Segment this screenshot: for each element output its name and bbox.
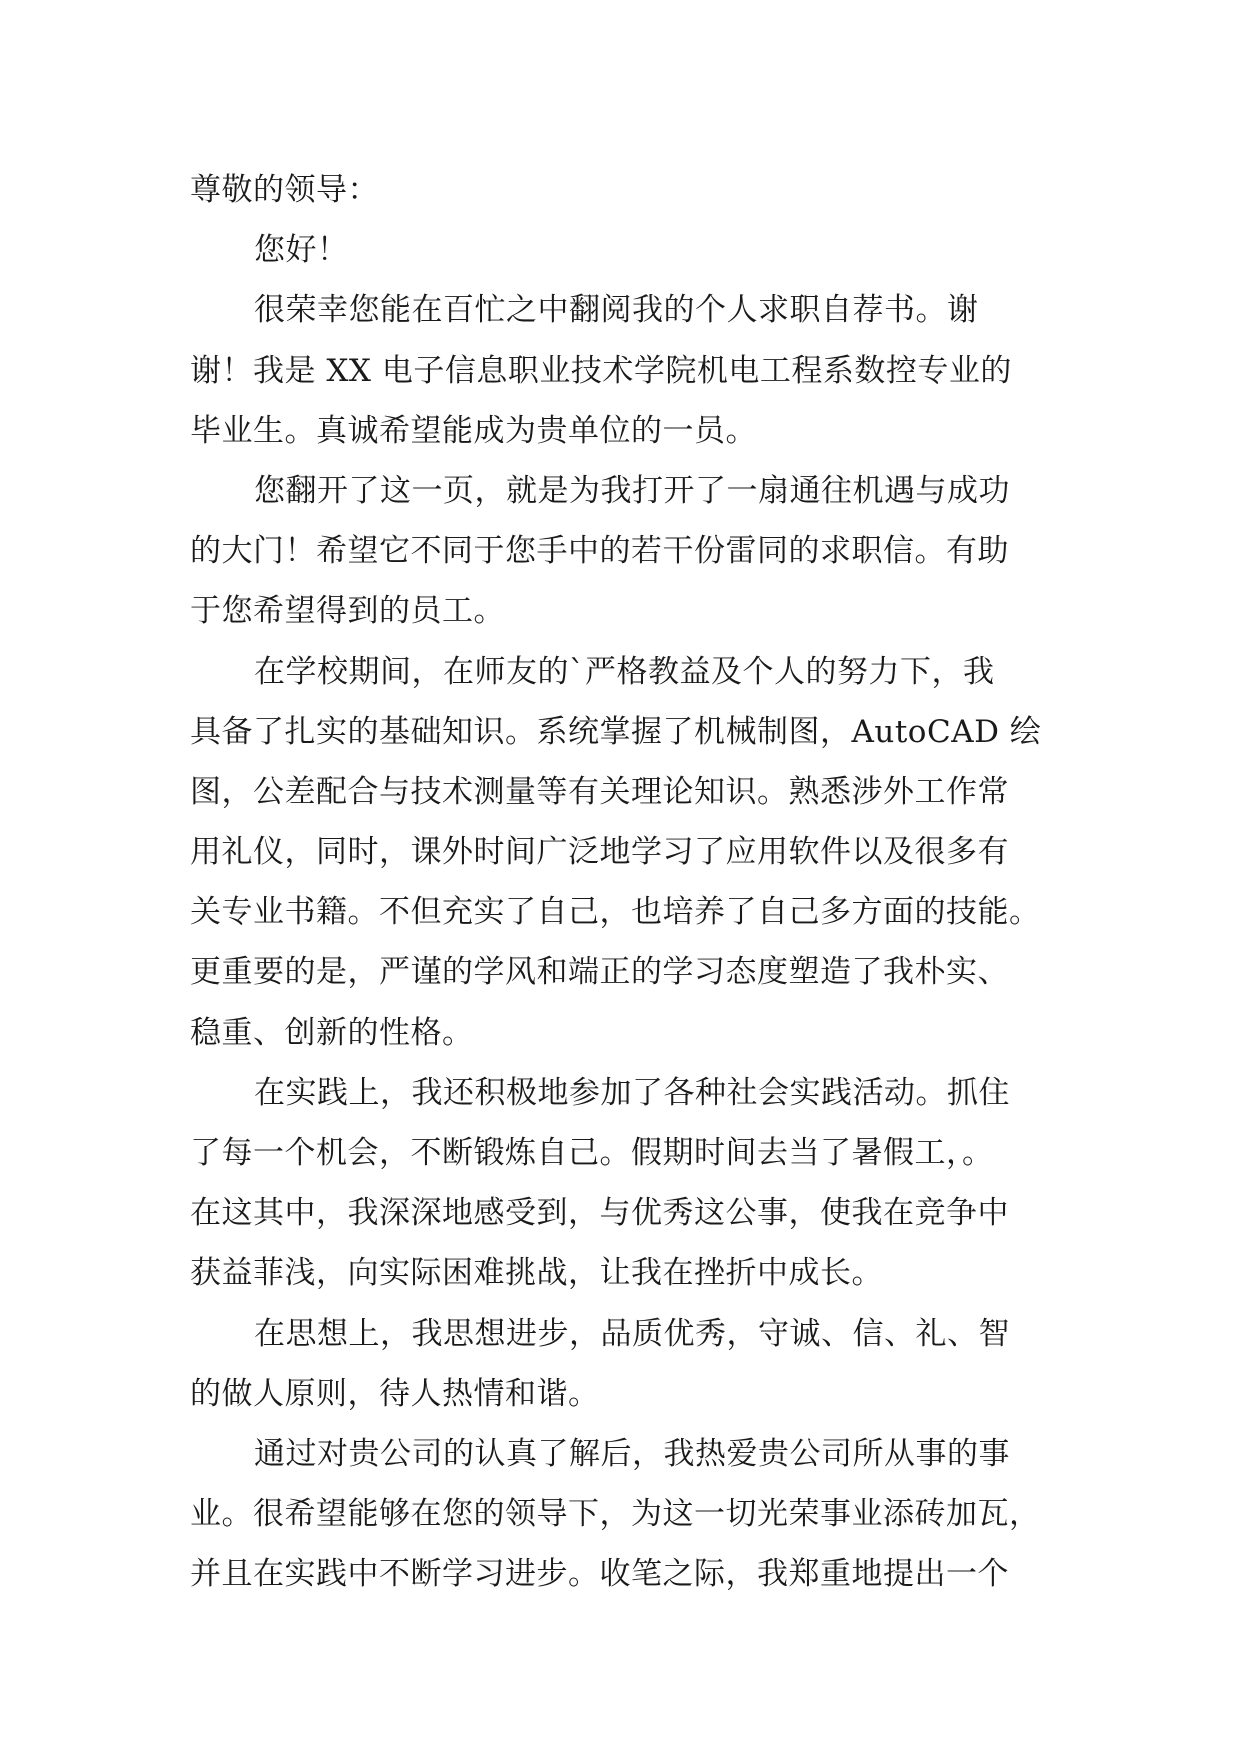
text-line: 在这其中，我深深地感受到，与优秀这公事，使我在竞争中 — [190, 1195, 1009, 1232]
text-line: 的大门！希望它不同于您手中的若干份雷同的求职信。有助 — [190, 533, 1009, 570]
text-line: 图，公差配合与技术测量等有关理论知识。熟悉涉外工作常 — [190, 773, 1009, 810]
text-line: 您翻开了这一页，就是为我打开了一扇通往机遇与成功 — [254, 472, 1010, 509]
text-line: 在实践上，我还积极地参加了各种社会实践活动。抓住 — [254, 1074, 1010, 1111]
text-line: 业。很希望能够在您的领导下，为这一切光荣事业添砖加瓦， — [190, 1496, 1041, 1533]
text-line: 谢！我是 XX 电子信息职业技术学院机电工程系数控专业的 — [190, 352, 1012, 389]
text-line: 在学校期间，在师友的`严格教益及个人的努力下，我 — [254, 653, 995, 690]
text-line: 的做人原则，待人热情和谐。 — [190, 1375, 600, 1412]
text-line: 稳重、创新的性格。 — [190, 1014, 474, 1051]
text-line: 在思想上，我思想进步，品质优秀，守诚、信、礼、智 — [254, 1315, 1010, 1352]
text-line: 并且在实践中不断学习进步。收笔之际，我郑重地提出一个 — [190, 1556, 1009, 1593]
text-line: 于您希望得到的员工。 — [190, 593, 505, 630]
text-line: 通过对贵公司的认真了解后，我热爱贵公司所从事的事 — [254, 1435, 1010, 1472]
letter-body — [190, 160, 1070, 1605]
text-line: 很荣幸您能在百忙之中翻阅我的个人求职自荐书。谢 — [254, 292, 979, 329]
salutation: 尊敬的领导： — [190, 172, 379, 208]
greeting: 您好！ — [254, 232, 349, 269]
text-line: 了每一个机会，不断锻炼自己。假期时间去当了暑假工，。 — [190, 1135, 994, 1171]
text-line: 毕业生。真诚希望能成为贵单位的一员。 — [190, 412, 757, 449]
text-line: 用礼仪，同时，课外时间广泛地学习了应用软件以及很多有 — [190, 834, 1009, 871]
text-line: 关专业书籍。不但充实了自己，也培养了自己多方面的技能。 — [190, 894, 1041, 931]
text-line: 更重要的是，严谨的学风和端正的学习态度塑造了我朴实、 — [190, 954, 1009, 991]
text-line: 具备了扎实的基础知识。系统掌握了机械制图，AutoCAD 绘 — [190, 713, 1042, 750]
text-line: 获益菲浅，向实际困难挑战，让我在挫折中成长。 — [190, 1255, 883, 1292]
